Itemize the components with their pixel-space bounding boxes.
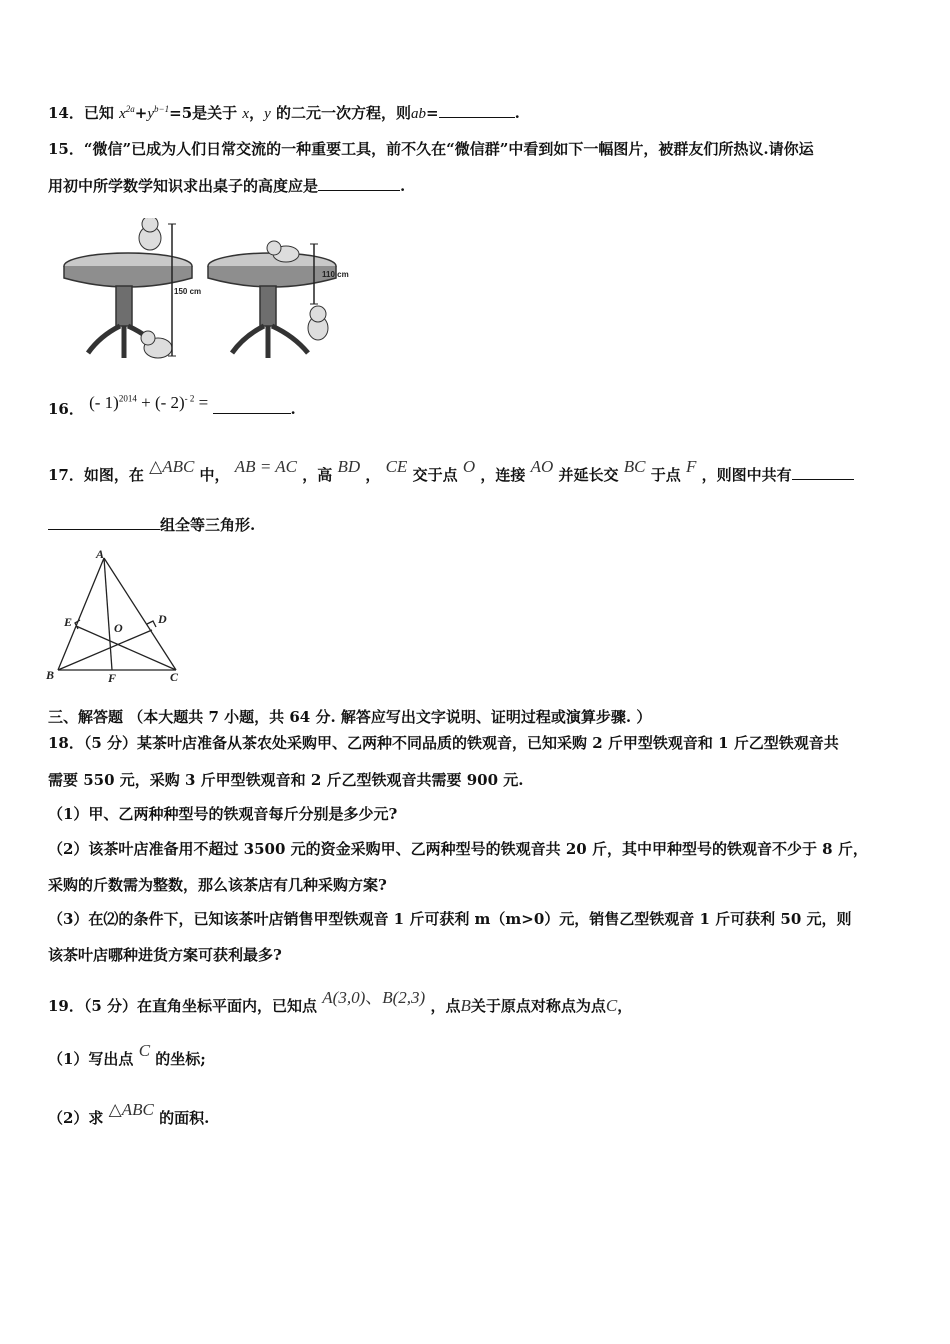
question-18-sub1: （1）甲、乙两种种型号的铁观音每斤分别是多少元?: [48, 805, 398, 823]
question-18-sub3b: 该茶叶店哪种进货方案可获利最多?: [48, 946, 282, 964]
question-19-sub1: （1）写出点 C 的坐标;: [48, 1041, 206, 1068]
vertex-A-label: A: [96, 548, 105, 561]
triangle-figure: [44, 548, 194, 683]
question-18-line2: 需要 550 元，采购 3 斤甲型铁观音和 2 斤乙型铁观音共需要 900 元.: [48, 771, 524, 789]
cat-icon: [141, 331, 172, 358]
section-3-heading: 三、解答题 （本大题共 7 小题，共 64 分. 解答应写出文字说明、证明过程或演算步骤. ）: [48, 708, 652, 726]
question-17-line1: 17．如图，在 △ABC 中， AB = AC ，高 BD ， CE 交于点 O ，连接 AO 并延长交 BC 于点 F ，则图中共有: [48, 464, 854, 485]
table-right: [208, 253, 336, 358]
point-O-label: O: [114, 621, 123, 635]
vertex-C-label: C: [170, 670, 179, 683]
point-E-label: E: [64, 615, 73, 629]
cat-icon: [139, 218, 161, 250]
table-left: [64, 253, 192, 358]
question-14: 14．已知 $x^{2a}+y^{b-1}=5$是关于 x，y 的二元一次方程，则ab= .: [48, 104, 520, 122]
point-D-label: D: [158, 612, 167, 626]
question-19: 19．（5 分）在直角坐标平面内，已知点 A(3,0)、B(2,3) ，点B关于原点对称点为点C，: [48, 988, 633, 1015]
answer-blank[interactable]: [318, 176, 400, 191]
question-18-sub3a: （3）在⑵的条件下，已知该茶叶店销售甲型铁观音 1 斤可获利 m（m>0）元，销售乙型铁观音 1 斤可获利 50 元，则: [48, 910, 852, 928]
height-label-110: 110 cm: [322, 270, 349, 279]
question-16: 16． (- 1)$^{2014}$ + (- 2)$^{- 2}$ = .: [48, 393, 296, 418]
question-18-sub2b: 采购的斤数需为整数，那么该茶店有几种采购方案?: [48, 876, 387, 894]
question-17-line2: 组全等三角形.: [48, 514, 255, 535]
cat-icon: [308, 306, 328, 340]
question-18-line1: 18．（5 分）某茶叶店准备从茶农处采购甲、乙两种不同品质的铁观音，已知采购 2 斤甲型铁观音和 1 斤乙型铁观音共: [48, 734, 839, 752]
point-F-label: F: [108, 671, 117, 683]
answer-blank[interactable]: [48, 515, 160, 530]
height-label-150: 150 cm: [174, 287, 202, 296]
answer-blank[interactable]: [213, 399, 291, 414]
answer-blank[interactable]: [439, 103, 515, 118]
vertex-B-label: B: [46, 668, 55, 682]
question-18-sub2a: （2）该茶叶店准备用不超过 3500 元的资金采购甲、乙两种型号的铁观音共 20 斤，其中甲种型号的铁观音不少于 8 斤，: [48, 840, 868, 858]
question-15-line2: 用初中所学数学知识求出桌子的高度应是 .: [48, 177, 406, 195]
answer-blank[interactable]: [792, 465, 854, 480]
question-19-sub2: （2）求 △ABC 的面积.: [48, 1100, 210, 1127]
table-cat-figure: [60, 218, 360, 363]
question-15-line1: 15．“微信”已成为人们日常交流的一种重要工具，前不久在“微信群”中看到如下一幅图片，被群友们所热议.请你运: [48, 140, 814, 158]
